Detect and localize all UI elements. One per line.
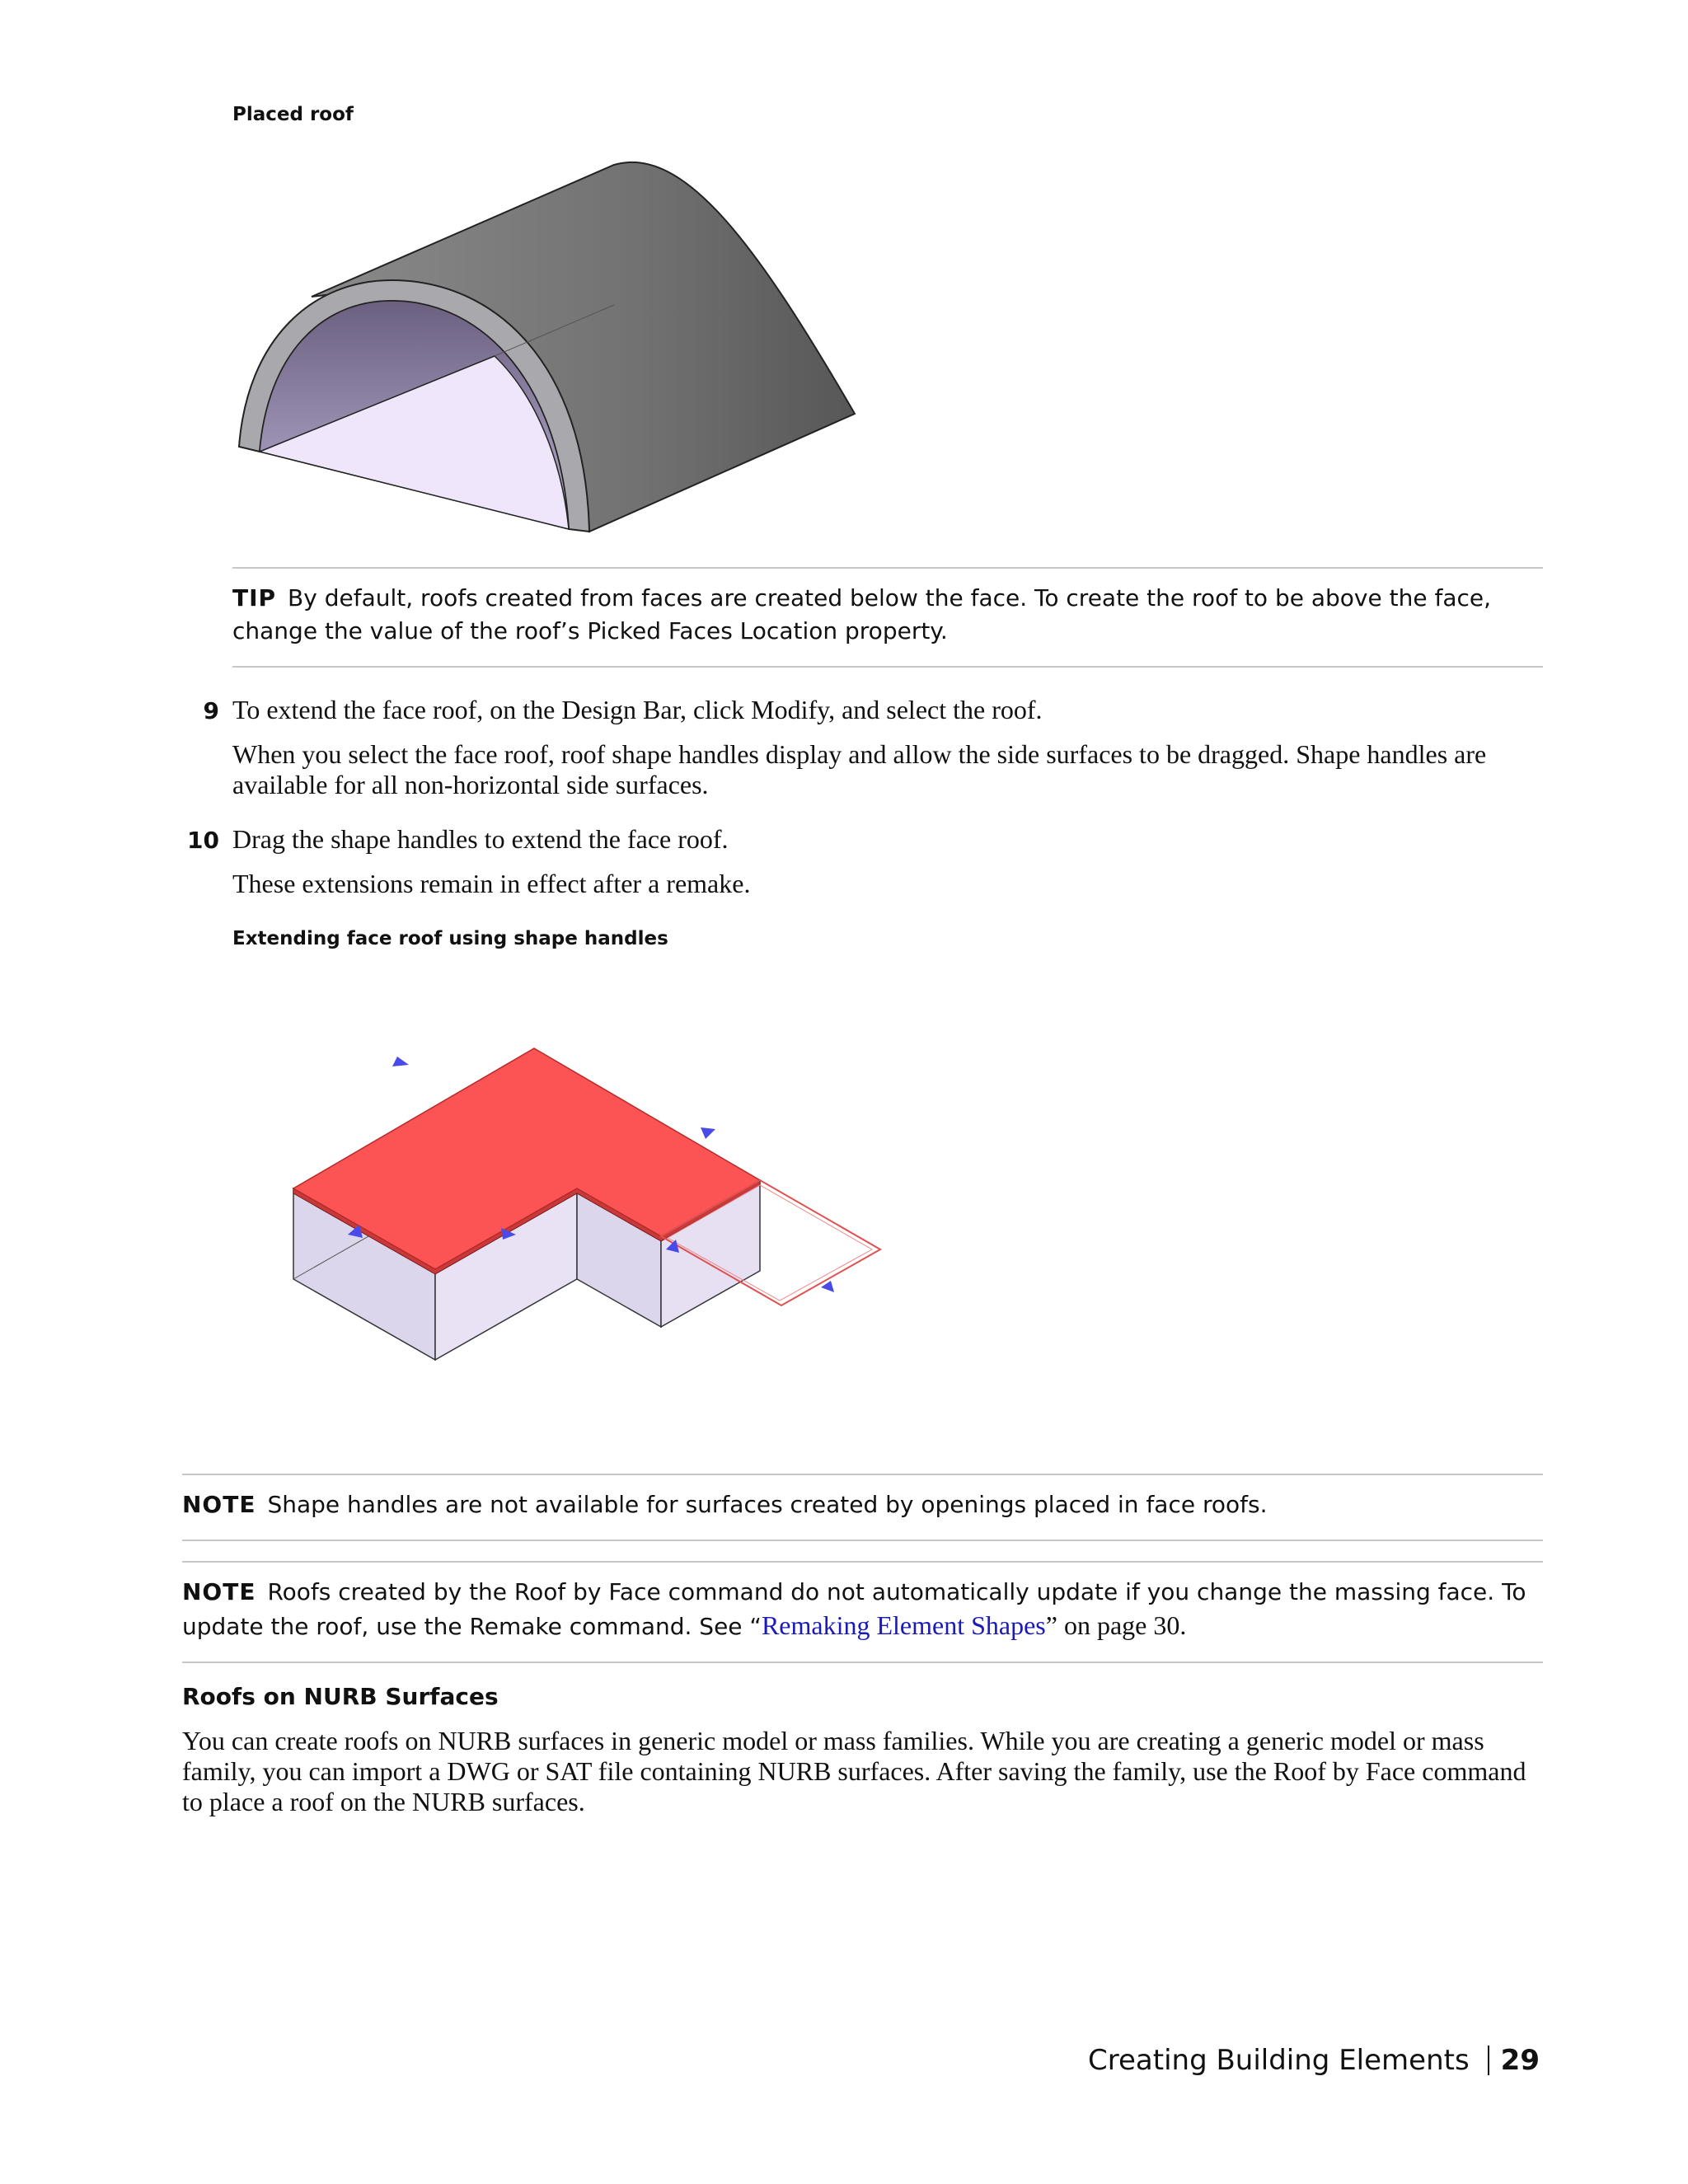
footer-page-number: 29 [1500, 2044, 1540, 2077]
note-callout-2 [182, 1576, 1543, 1643]
step-number-9: 9 [203, 697, 219, 724]
step-9-detail: When you select the face roof, roof shape handles display and allow the side surfaces to be dragged. Shape handles are available for all non-horizontal side surfaces. [232, 739, 1487, 799]
tip-bottom-rule [232, 666, 1543, 668]
note1-keyword: NOTE [182, 1491, 256, 1518]
shape-handle-arrow [392, 1057, 409, 1066]
tip-text: By default, roofs created from faces are created below the face. To create the roof to be above the face, change the value of the roof’s Picked Faces Location property. [232, 584, 1492, 644]
tip-top-rule [232, 567, 1543, 569]
figure-caption-extending-roof: Extending face roof using shape handles [232, 928, 668, 949]
placed-roof-illustration [223, 148, 865, 544]
footer-chapter-title: Creating Building Elements [1088, 2044, 1470, 2077]
page-footer [1088, 2044, 1540, 2077]
note2-bottom-rule [182, 1661, 1543, 1663]
extending-roof-illustration [280, 1030, 923, 1376]
note1-bottom-rule [182, 1540, 1543, 1541]
tip-keyword: TIP [232, 584, 277, 612]
shape-handle-arrow [701, 1127, 715, 1139]
note2-text-after: ” on page 30. [1045, 1610, 1187, 1640]
section-body: You can create roofs on NURB surfaces in generic model or mass families. While you are creating a generic model or mass family, you can import a DWG or SAT file containing NURB surfaces. After saving the family, use the Roof by Face command to place a roof on the NURB surfaces. [182, 1726, 1526, 1816]
step-10-detail: These extensions remain in effect after a remake. [232, 869, 751, 898]
section-heading: Roofs on NURB Surfaces [182, 1683, 499, 1710]
note2-top-rule [182, 1561, 1543, 1563]
step-9-text: To extend the face roof, on the Design Bar, click Modify, and select the roof. [232, 695, 1043, 724]
note2-keyword: NOTE [182, 1578, 256, 1605]
note1-top-rule [182, 1474, 1543, 1475]
note1-text: Shape handles are not available for surfaces created by openings placed in face roofs. [267, 1491, 1268, 1518]
step-10-text: Drag the shape handles to extend the face roof. [232, 824, 729, 854]
footer-separator [1488, 2046, 1489, 2075]
figure-caption-placed-roof: Placed roof [232, 104, 354, 125]
remaking-element-shapes-link[interactable]: Remaking Element Shapes [761, 1610, 1046, 1640]
note2-text-before: Roofs created by the Roof by Face command do not automatically update if you change the massing face. To update the roof, use the Remake command. See “ [182, 1578, 1526, 1640]
step-number-10: 10 [187, 827, 219, 854]
tip-callout [232, 582, 1543, 648]
note-callout-1 [182, 1488, 1543, 1521]
